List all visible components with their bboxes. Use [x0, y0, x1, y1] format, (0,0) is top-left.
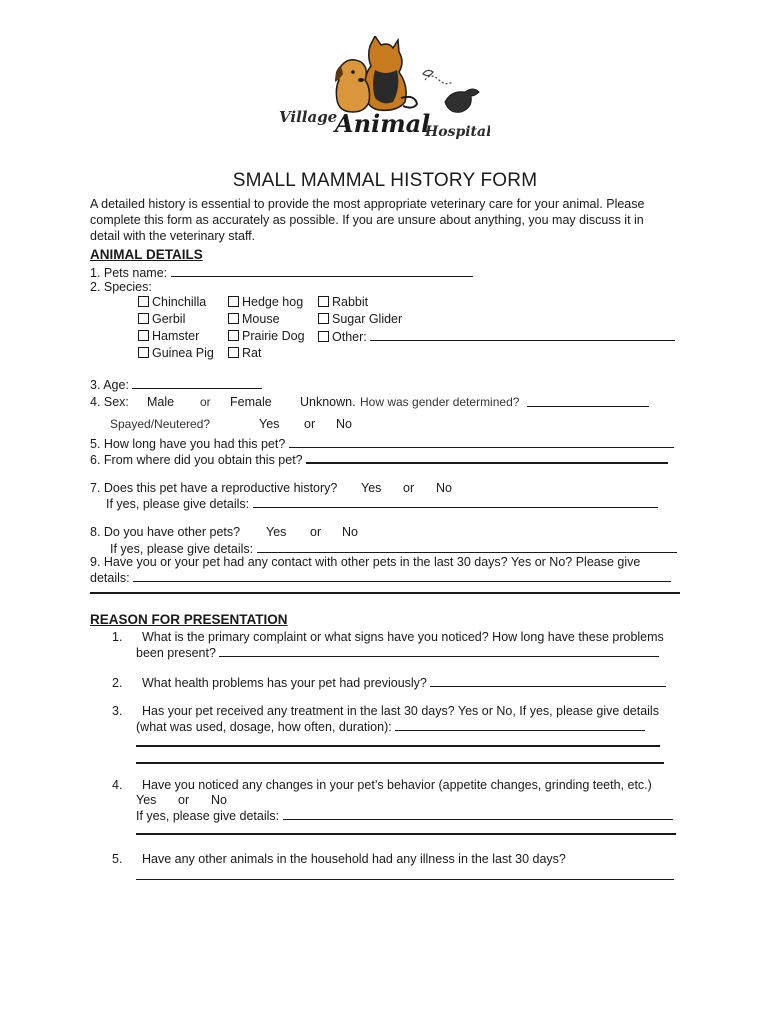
q5-how-long: 5. How long have you had this pet? — [90, 436, 674, 451]
age-field[interactable] — [132, 377, 262, 389]
reason-item-3-line2: (what was used, dosage, how often, duration): — [136, 719, 645, 734]
reason-item-4-yesno: Yes or No — [136, 793, 227, 807]
other-pets-details-field[interactable] — [257, 541, 677, 553]
behavior-details-field[interactable] — [283, 808, 673, 820]
other-pets-yes-option[interactable]: Yes — [266, 525, 287, 539]
checkbox-icon[interactable] — [228, 347, 239, 358]
form-title: SMALL MAMMAL HISTORY FORM — [232, 170, 538, 191]
sex-male-option[interactable]: Male — [147, 395, 175, 409]
reason-item-3: 3. Has your pet received any treatment in the last 30 days? Yes or No, If yes, please give details — [112, 704, 659, 718]
other-pets-no-option[interactable]: No — [342, 525, 358, 539]
treatment-field[interactable] — [395, 719, 645, 731]
reason-item-1: 1. What is the primary complaint or what signs have you noticed? How long have these problems — [112, 630, 664, 644]
q9-contact: 9. Have you or your pet had any contact with other pets in the last 30 days? Yes or No? Please give — [90, 555, 641, 569]
reason-heading: REASON FOR PRESENTATION — [90, 612, 288, 627]
species-option-hamster[interactable]: Hamster — [138, 329, 199, 343]
q3-age: 3. Age: — [90, 377, 262, 392]
reason-item-1-line2: been present? — [136, 645, 659, 660]
checkbox-icon[interactable] — [318, 313, 329, 324]
reproductive-yes-option[interactable]: Yes — [361, 481, 382, 495]
species-option-other[interactable]: Other: — [318, 329, 675, 344]
checkbox-icon[interactable] — [138, 313, 149, 324]
checkbox-icon[interactable] — [318, 296, 329, 307]
spayed-yes-option[interactable]: Yes — [259, 417, 280, 431]
reason-item-4: 4. Have you noticed any changes in your pet’s behavior (appetite changes, grinding teeth, etc.) — [112, 778, 652, 792]
species-option-rat[interactable]: Rat — [228, 346, 261, 360]
animal-details-heading: ANIMAL DETAILS — [90, 247, 203, 262]
q9-details: details: — [90, 570, 671, 585]
sex-unknown-option[interactable]: Unknown. — [300, 395, 356, 409]
q2-label: 2. Species: — [90, 280, 152, 294]
checkbox-icon[interactable] — [138, 296, 149, 307]
household-illness-field[interactable] — [136, 868, 674, 880]
behavior-no-option[interactable]: No — [211, 793, 227, 807]
pets-name-field[interactable] — [171, 265, 473, 277]
q1-label: 1. Pets name: — [90, 266, 168, 280]
reason-item-5: 5. Have any other animals in the household had any illness in the last 30 days? — [112, 852, 566, 866]
q8-details: If yes, please give details: — [110, 541, 677, 556]
checkbox-icon[interactable] — [138, 347, 149, 358]
logo-text-animal: Animal — [335, 109, 431, 138]
from-where-field[interactable] — [306, 451, 668, 464]
contact-details-field[interactable] — [133, 570, 671, 582]
q6-from-where: 6. From where did you obtain this pet? — [90, 451, 668, 467]
logo-text-village: Village — [279, 108, 338, 126]
species-option-gerbil[interactable]: Gerbil — [138, 312, 185, 326]
treatment-field-line3[interactable] — [136, 751, 664, 764]
reproductive-details-field[interactable] — [253, 496, 658, 508]
treatment-field-line2[interactable] — [136, 734, 660, 747]
reason-item-4-details: If yes, please give details: — [136, 808, 673, 823]
spayed-no-option[interactable]: No — [336, 417, 352, 431]
q7-details: If yes, please give details: — [106, 496, 658, 511]
behavior-yes-option[interactable]: Yes — [136, 793, 157, 807]
previous-problems-field[interactable] — [430, 675, 666, 687]
species-option-sugar-glider[interactable]: Sugar Glider — [318, 312, 402, 326]
pets-logo-icon — [275, 36, 490, 144]
checkbox-icon[interactable] — [228, 330, 239, 341]
primary-complaint-field[interactable] — [219, 645, 659, 657]
sex-female-option[interactable]: Female — [230, 395, 272, 409]
species-option-mouse[interactable]: Mouse — [228, 312, 280, 326]
checkbox-icon[interactable] — [228, 296, 239, 307]
behavior-details-field-line2[interactable] — [136, 822, 676, 835]
other-species-field[interactable] — [370, 329, 675, 341]
species-option-rabbit[interactable]: Rabbit — [318, 295, 368, 309]
species-option-chinchilla[interactable]: Chinchilla — [138, 295, 206, 309]
reproductive-no-option[interactable]: No — [436, 481, 452, 495]
species-option-prairie-dog[interactable]: Prairie Dog — [228, 329, 305, 343]
checkbox-icon[interactable] — [318, 331, 329, 342]
q1-pets-name — [90, 265, 473, 280]
gender-determined-field[interactable] — [527, 395, 649, 407]
how-long-field[interactable] — [289, 436, 674, 448]
species-option-guinea-pig[interactable]: Guinea Pig — [138, 346, 214, 360]
reason-item-2: 2. What health problems has your pet had previously? — [112, 675, 666, 690]
village-animal-hospital-logo — [275, 36, 490, 144]
section-divider — [90, 592, 680, 594]
checkbox-icon[interactable] — [228, 313, 239, 324]
intro-paragraph: A detailed history is essential to provide the most appropriate veterinary care for your animal. Please complete this form as accurately as possible. If you are unsure about anything, you may discuss it in detail with the veterinary staff. — [90, 197, 645, 243]
checkbox-icon[interactable] — [138, 330, 149, 341]
logo-text-hospital: Hospital — [425, 124, 490, 140]
species-option-hedgehog[interactable]: Hedge hog — [228, 295, 303, 309]
